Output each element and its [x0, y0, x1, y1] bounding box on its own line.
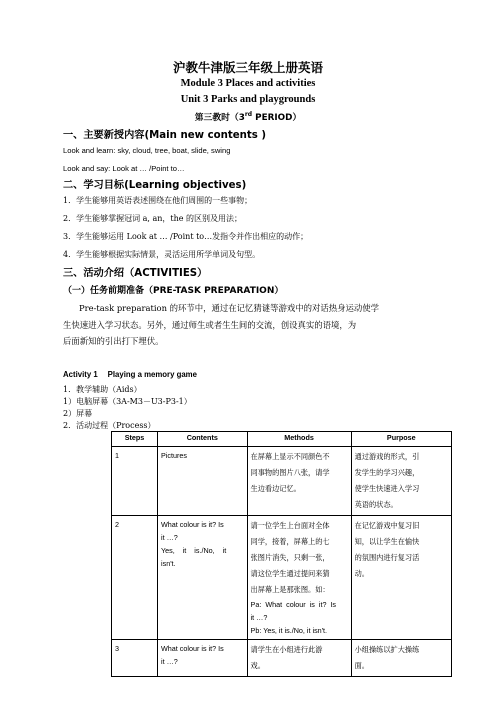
step-cell: 1	[112, 447, 158, 516]
table-row	[112, 516, 452, 640]
column-header: Purpose	[351, 432, 451, 447]
look-and-learn-line: Look and learn: sky, cloud, tree, boat, slide, swing	[63, 146, 231, 155]
step-cell: 2	[112, 516, 158, 640]
aids-heading: 1．教学辅助（Aids）	[63, 385, 142, 394]
section2-heading: 二、学习目标(Learning objectives)	[63, 180, 247, 191]
pre-task-paragraph	[63, 300, 435, 350]
methods-cell: 在屏幕上显示不同颜色不 同事物的图片八张，请学 生边看边记忆。	[247, 447, 351, 516]
aid-item: 1）电脑屏幕（3A-M3－U3-P3-1）	[63, 397, 192, 406]
contents-cell: Pictures	[158, 447, 248, 516]
table-row	[112, 447, 452, 516]
paragraph-line: 生快速进入学习状态。另外，通过师生或者生生间的交流，创设真实的语境，为	[63, 319, 357, 330]
objective-item: 1．学生能够用英语表述围绕在他们周围的一些事物；	[63, 196, 253, 205]
period-title: 第三教时（3rd PERIOD）	[194, 111, 302, 123]
aid-item: 2）屏幕	[63, 409, 93, 418]
purpose-cell: 通过游戏的形式，引 发学生的学习兴趣， 使学生快速进入学习 英语的状态。	[351, 447, 451, 516]
paragraph-line: 后面新知的引出打下埋伏。	[63, 336, 164, 346]
purpose-cell: 在记忆游戏中复习旧 知，以让学生在愉快 的氛围内进行复习活 动。	[351, 516, 451, 640]
table-header-row	[112, 432, 452, 447]
look-and-say-line: Look and say: Look at … /Point to…	[63, 164, 185, 173]
methods-cell: 请学生在小组进行此游 戏。	[247, 640, 351, 677]
objective-item: 4．学生能够根据实际情景，灵活运用所学单词及句型。	[63, 250, 261, 259]
objective-item: 2．学生能够掌握冠词 a, an，the 的区别及用法；	[63, 214, 243, 223]
activity-table	[111, 431, 452, 677]
section3-heading: 三、活动介绍（ACTIVITIES）	[63, 268, 208, 279]
contents-cell: What colour is it? Is it …?	[158, 640, 248, 677]
contents-cell: What colour is it? Is it …? Yes, it is./No, it isn't.	[158, 516, 248, 640]
objective-item: 3．学生能够运用 Look at … /Point to…发指令并作出相应的动作；	[63, 232, 309, 241]
column-header: Methods	[247, 432, 351, 447]
activity-heading: Activity 1 Playing a memory game	[63, 370, 197, 379]
column-header: Steps	[112, 432, 158, 447]
table-row	[112, 640, 452, 677]
step-cell: 3	[112, 640, 158, 677]
methods-cell: 请一位学生上台面对全体 同学，接着，屏幕上的七 张图片消失，只剩一张， 请这位学生通过提问来猜 出屏幕上是那张图。如： Pa: What colour is it? Is it …? Pb: Yes, it is./No, it isn't.	[247, 516, 351, 640]
purpose-cell: 小组操练以扩大操练 面。	[351, 640, 451, 677]
paragraph-line: Pre-task preparation 的环节中，通过在记忆猜谜等游戏中的对话热身运动使学	[79, 303, 380, 313]
process-heading: 2．活动过程（Process）	[63, 421, 156, 430]
pre-task-heading: （一）任务前期准备（PRE-TASK PREPARATION）	[63, 286, 284, 296]
section1-heading: 一、主要新授内容(Main new contents )	[63, 130, 267, 141]
document-title: 沪教牛津版三年级上册英语	[172, 60, 323, 75]
module-title: Module 3 Places and activities	[180, 78, 316, 89]
column-header: Contents	[158, 432, 248, 447]
unit-title: Unit 3 Parks and playgrounds	[180, 94, 316, 105]
